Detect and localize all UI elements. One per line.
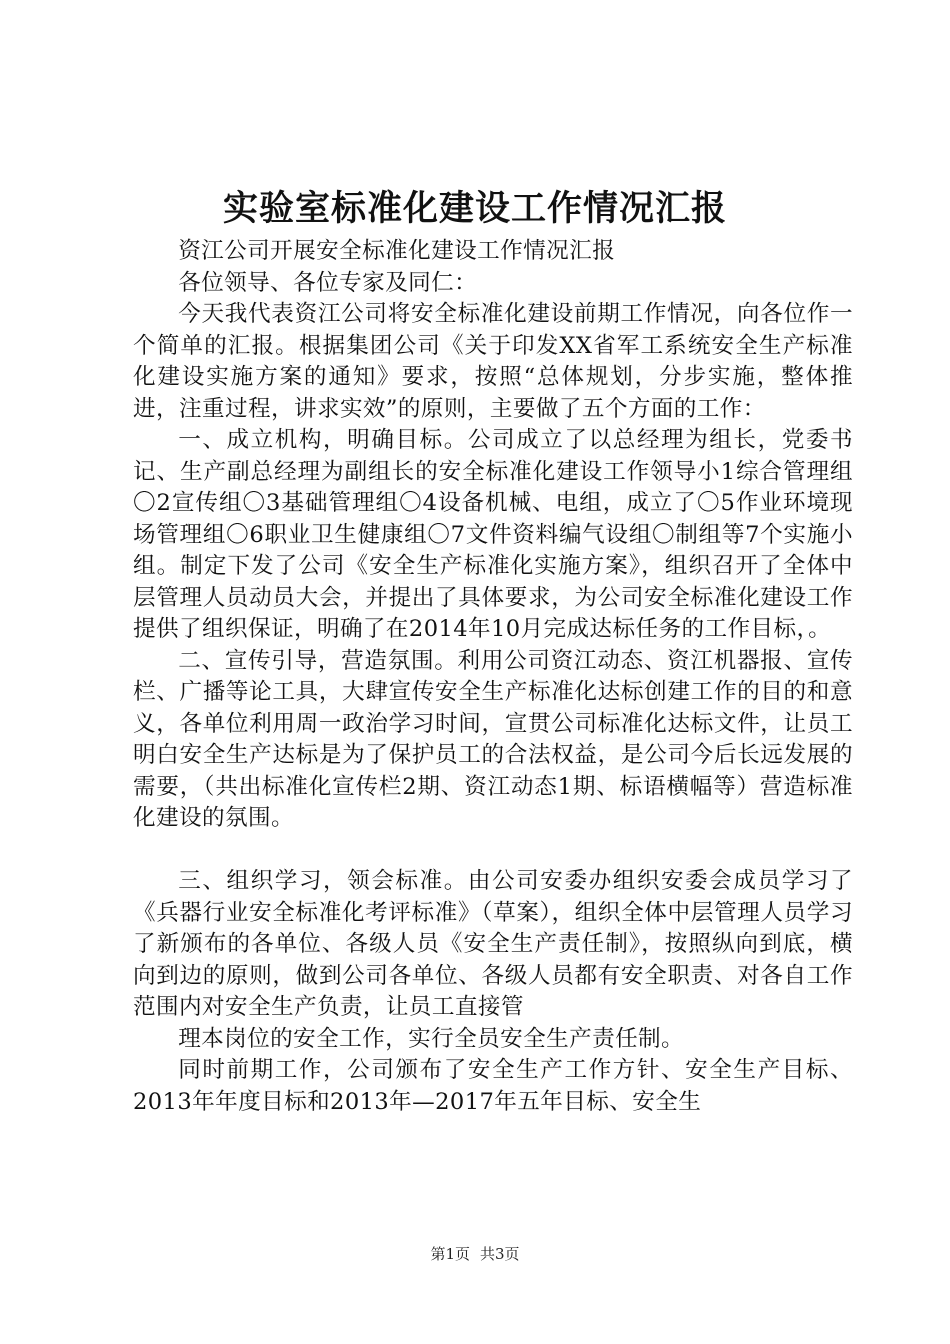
page-footer [0, 1244, 950, 1264]
paragraph-section-1: 一、成立机构，明确目标。公司成立了以总经理为组长，党委书记、生产副总经理为副组长的安全标准化建设工作领导小1综合管理组〇2宣传组〇3基础管理组〇4设备机械、电组，成立了〇5作业环境现场管理组〇6职业卫生健康组〇7文件资料编气设组〇制组等7个实施小组。制定下发了公司《安全生产标准化实施方案》，组织召开了全体中层管理人员动员大会，并提出了具体要求，为公司安全标准化建设工作提供了组织保证，明确了在2014年10月完成达标任务的工作目标，。 [133, 427, 853, 642]
page-total: 共3页 [480, 1245, 520, 1263]
paragraph-salutation: 各位领导、各位专家及同仁： [178, 269, 478, 296]
page-number: 第1页 [430, 1245, 470, 1263]
paragraph-section-3-continued: 理本岗位的安全工作，实行全员安全生产责任制。 [178, 1025, 685, 1052]
paragraph-section-2: 二、宣传引导，营造氛围。利用公司资江动态、资江机器报、宣传栏、广播等论工具，大肆宣传安全生产标准化达标创建工作的目的和意义，各单位利用周一政治学习时间，宣贯公司标准化达标文件，让员工明白安全生产达标是为了保护员工的合法权益，是公司今后长远发展的需要，（共出标准化宣传栏2期、资江动态1期、标语横幅等）营造标准化建设的氛围。 [133, 647, 853, 831]
paragraph-section-3: 三、组织学习，领会标准。由公司安委办组织安委会成员学习了《兵器行业安全标准化考评标准》（草案），组织全体中层管理人员学习了新颁布的各单位、各级人员《安全生产责任制》，按照纵向到底，横向到边的原则，做到公司各单位、各级人员都有安全职责、对各自工作范围内对安全生产负责，让员工直接管 [133, 868, 853, 1020]
paragraph-early-work: 同时前期工作，公司颁布了安全生产工作方针、安全生产目标、2013年年度目标和2013年—2017年五年目标、安全生 [133, 1057, 853, 1115]
paragraph-subtitle: 资江公司开展安全标准化建设工作情况汇报 [178, 238, 616, 264]
document-title: 实验室标准化建设工作情况汇报 [222, 188, 727, 229]
document-body [133, 236, 853, 1118]
paragraph-intro: 今天我代表资江公司将安全标准化建设前期工作情况，向各位作一个简单的汇报。根据集团公司《关于印发XX省军工系统安全生产标准化建设实施方案的通知》要求，按照“总体规划，分步实施，整体推进，注重过程，讲求实效”的原则，主要做了五个方面的工作： [133, 301, 853, 422]
